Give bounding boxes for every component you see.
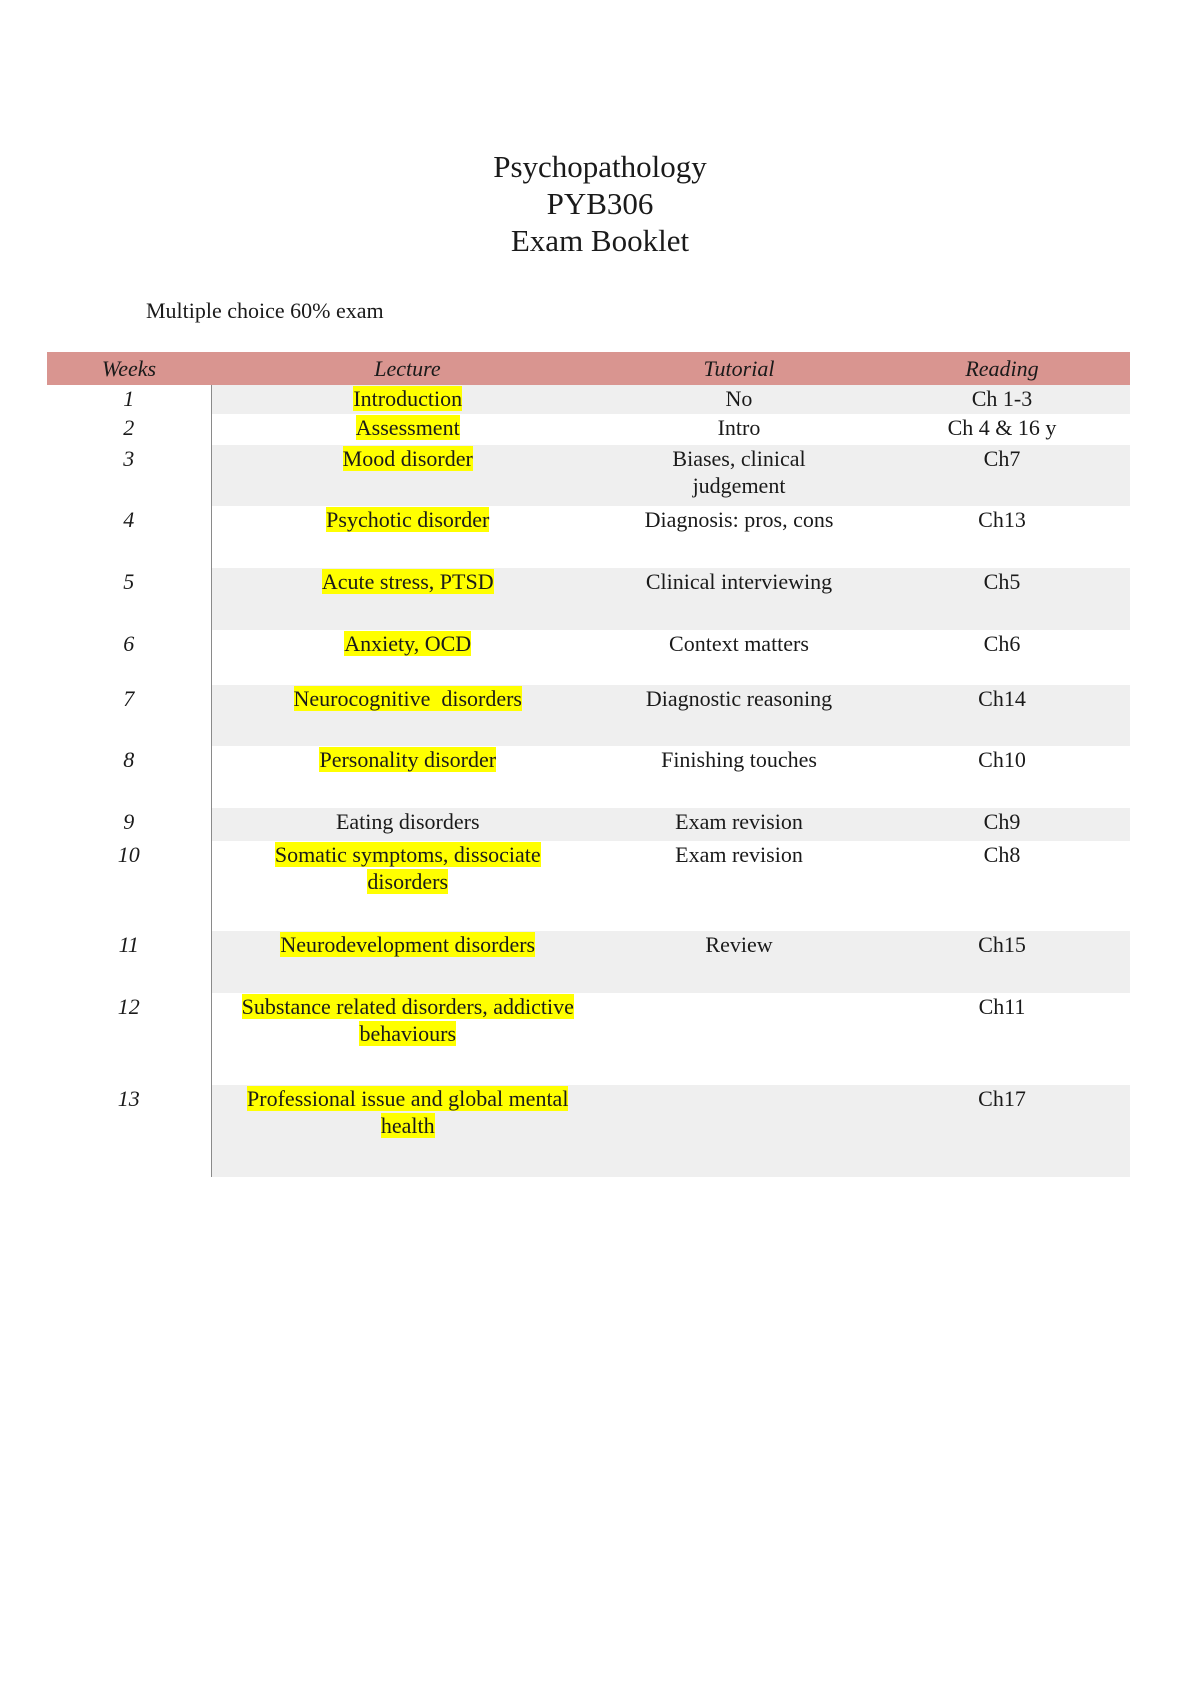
table-row bbox=[47, 630, 1130, 685]
weekly-schedule-table bbox=[47, 352, 1130, 1177]
reading-cell: Ch9 bbox=[874, 808, 1130, 841]
reading-cell: Ch8 bbox=[983, 842, 1021, 867]
week-number: 11 bbox=[47, 931, 211, 993]
table-row bbox=[47, 506, 1130, 568]
week-number: 3 bbox=[47, 445, 211, 506]
lecture-cell bbox=[211, 1085, 604, 1177]
tutorial-cell: Diagnosis: pros, cons bbox=[644, 507, 834, 532]
reading-cell: Ch11 bbox=[978, 994, 1026, 1019]
header-tutorial: Tutorial bbox=[604, 352, 874, 385]
reading-cell: Ch17 bbox=[874, 1085, 1130, 1177]
course-name: Psychopathology bbox=[493, 149, 707, 184]
reading-cell: Ch 1-3 bbox=[874, 385, 1130, 414]
lecture-topic: Eating disorders bbox=[335, 809, 480, 834]
lecture-cell bbox=[211, 808, 604, 841]
table-row bbox=[47, 931, 1130, 993]
table-header-row bbox=[47, 352, 1130, 385]
week-number: 2 bbox=[47, 414, 211, 445]
exam-format-note: Multiple choice 60% exam bbox=[146, 298, 384, 323]
reading-cell: Ch10 bbox=[978, 747, 1026, 772]
lecture-topic: Neurodevelopment disorders bbox=[280, 932, 536, 957]
table-row bbox=[47, 568, 1130, 630]
tutorial-cell: Diagnostic reasoning bbox=[604, 685, 874, 746]
table-row bbox=[47, 808, 1130, 841]
tutorial-cell bbox=[604, 993, 874, 1085]
header-weeks: Weeks bbox=[47, 352, 211, 385]
tutorial-cell bbox=[604, 445, 874, 506]
tutorial-topic: Biases, clinical judgement bbox=[672, 446, 806, 498]
lecture-topic: Mood disorder bbox=[342, 446, 473, 471]
week-number: 6 bbox=[47, 630, 211, 685]
reading-cell: Ch7 bbox=[874, 445, 1130, 506]
table-row bbox=[47, 385, 1130, 414]
lecture-cell bbox=[211, 931, 604, 993]
lecture-cell bbox=[211, 746, 604, 808]
week-number: 1 bbox=[47, 385, 211, 414]
table-row bbox=[47, 1085, 1130, 1177]
document-title bbox=[0, 148, 1200, 259]
week-number: 12 bbox=[47, 993, 211, 1085]
week-number: 10 bbox=[47, 841, 211, 931]
lecture-topic: Assessment bbox=[355, 415, 460, 440]
tutorial-cell: Review bbox=[604, 931, 874, 993]
lecture-topic: Psychotic disorder bbox=[326, 507, 490, 532]
tutorial-cell: Clinical interviewing bbox=[604, 568, 874, 630]
week-number: 13 bbox=[47, 1085, 211, 1177]
reading-cell: Ch5 bbox=[874, 568, 1130, 630]
lecture-cell bbox=[211, 414, 604, 445]
table-row bbox=[47, 445, 1130, 506]
week-number: 7 bbox=[47, 685, 211, 746]
tutorial-cell: Exam revision bbox=[675, 842, 803, 867]
lecture-topic: Introduction bbox=[353, 386, 463, 411]
week-number: 8 bbox=[47, 746, 211, 808]
lecture-cell bbox=[211, 385, 604, 414]
lecture-cell bbox=[211, 568, 604, 630]
week-number: 4 bbox=[47, 506, 211, 568]
lecture-cell bbox=[211, 841, 604, 931]
table-row bbox=[47, 841, 1130, 931]
week-number: 9 bbox=[47, 808, 211, 841]
lecture-topic: Professional issue and global mental health bbox=[247, 1086, 569, 1138]
reading-cell: Ch15 bbox=[874, 931, 1130, 993]
tutorial-cell: Context matters bbox=[669, 631, 809, 656]
header-lecture: Lecture bbox=[211, 352, 604, 385]
tutorial-cell: Exam revision bbox=[604, 808, 874, 841]
tutorial-cell: Finishing touches bbox=[661, 747, 817, 772]
reading-cell: Ch14 bbox=[874, 685, 1130, 746]
table-row bbox=[47, 746, 1130, 808]
lecture-cell bbox=[211, 445, 604, 506]
lecture-cell bbox=[211, 993, 604, 1085]
lecture-topic: Personality disorder bbox=[319, 747, 497, 772]
lecture-topic: Neurocognitive disorders bbox=[293, 686, 522, 711]
reading-cell: Ch13 bbox=[978, 507, 1026, 532]
table-row bbox=[47, 685, 1130, 746]
table-row bbox=[47, 993, 1130, 1085]
tutorial-cell: Intro bbox=[717, 415, 761, 440]
lecture-cell bbox=[211, 685, 604, 746]
lecture-cell bbox=[211, 630, 604, 685]
week-number: 5 bbox=[47, 568, 211, 630]
lecture-topic: Substance related disorders, addictive behaviours bbox=[241, 994, 574, 1046]
lecture-cell bbox=[211, 506, 604, 568]
lecture-topic: Somatic symptoms, dissociate disorders bbox=[274, 842, 541, 894]
course-code: PYB306 bbox=[546, 186, 654, 221]
header-reading: Reading bbox=[874, 352, 1130, 385]
reading-cell: Ch6 bbox=[983, 631, 1021, 656]
lecture-topic: Anxiety, OCD bbox=[344, 631, 472, 656]
tutorial-cell: No bbox=[604, 385, 874, 414]
tutorial-cell bbox=[604, 1085, 874, 1177]
reading-cell: Ch 4 & 16 y bbox=[947, 415, 1057, 440]
booklet-title: Exam Booklet bbox=[510, 223, 690, 258]
table-row bbox=[47, 414, 1130, 445]
lecture-topic: Acute stress, PTSD bbox=[321, 569, 494, 594]
